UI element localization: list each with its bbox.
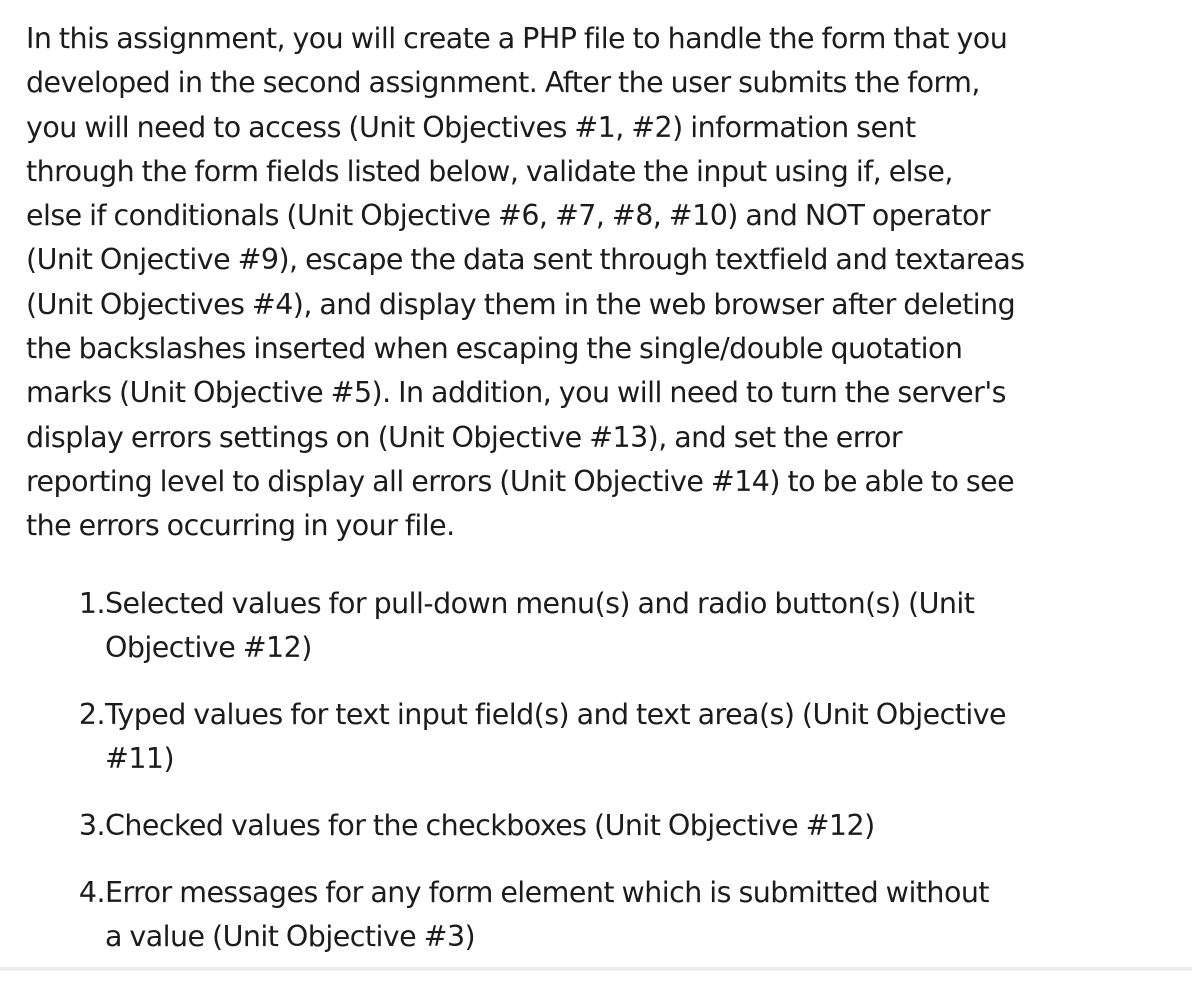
assignment-content <box>26 17 1146 982</box>
intro-line: (Unit Onjective #9), escape the data sent through textfield and textareas <box>26 243 1025 277</box>
intro-line: the backslashes inserted when escaping the single/double quotation <box>26 332 963 366</box>
list-item-number: 2. <box>78 697 105 731</box>
intro-line: through the form fields listed below, validate the input using if, else, <box>26 154 953 188</box>
list-item-text: Checked values for the checkboxes (Unit Objective #12) <box>105 808 875 842</box>
list-item-text: Typed values for text input field(s) and text area(s) (Unit Objective #11) <box>105 697 1006 775</box>
list-item-number: 3. <box>78 808 105 842</box>
objectives-list <box>26 582 1146 959</box>
intro-line: (Unit Objectives #4), and display them in the web browser after deleting <box>26 287 1016 321</box>
intro-line: display errors settings on (Unit Objective #13), and set the error <box>26 420 903 454</box>
intro-line: else if conditionals (Unit Objective #6, #7, #8, #10) and NOT operator <box>26 199 991 233</box>
intro-line: developed in the second assignment. After the user submits the form, <box>26 66 980 100</box>
intro-line: In this assignment, you will create a PHP file to handle the form that you <box>26 22 1008 55</box>
intro-line: marks (Unit Objective #5). In addition, you will need to turn the server's <box>26 376 1006 410</box>
list-item <box>26 804 1146 848</box>
list-item-number: 4. <box>78 875 105 909</box>
list-item-number: 1. <box>78 586 105 620</box>
list-item <box>26 693 1146 781</box>
intro-line: reporting level to display all errors (Unit Objective #14) to be able to see <box>26 464 1015 498</box>
list-item-text: Error messages for any form element which is submitted without a value (Unit Objective #3) <box>105 875 989 953</box>
list-item <box>26 582 1146 670</box>
intro-line: you will need to access (Unit Objectives #1, #2) information sent <box>26 110 916 144</box>
list-item <box>26 871 1146 959</box>
bottom-divider <box>0 967 1192 971</box>
list-item-text: Selected values for pull-down menu(s) and radio button(s) (Unit Objective #12) <box>105 586 975 664</box>
intro-line: the errors occurring in your file. <box>26 509 455 543</box>
intro-paragraph <box>26 17 1146 549</box>
